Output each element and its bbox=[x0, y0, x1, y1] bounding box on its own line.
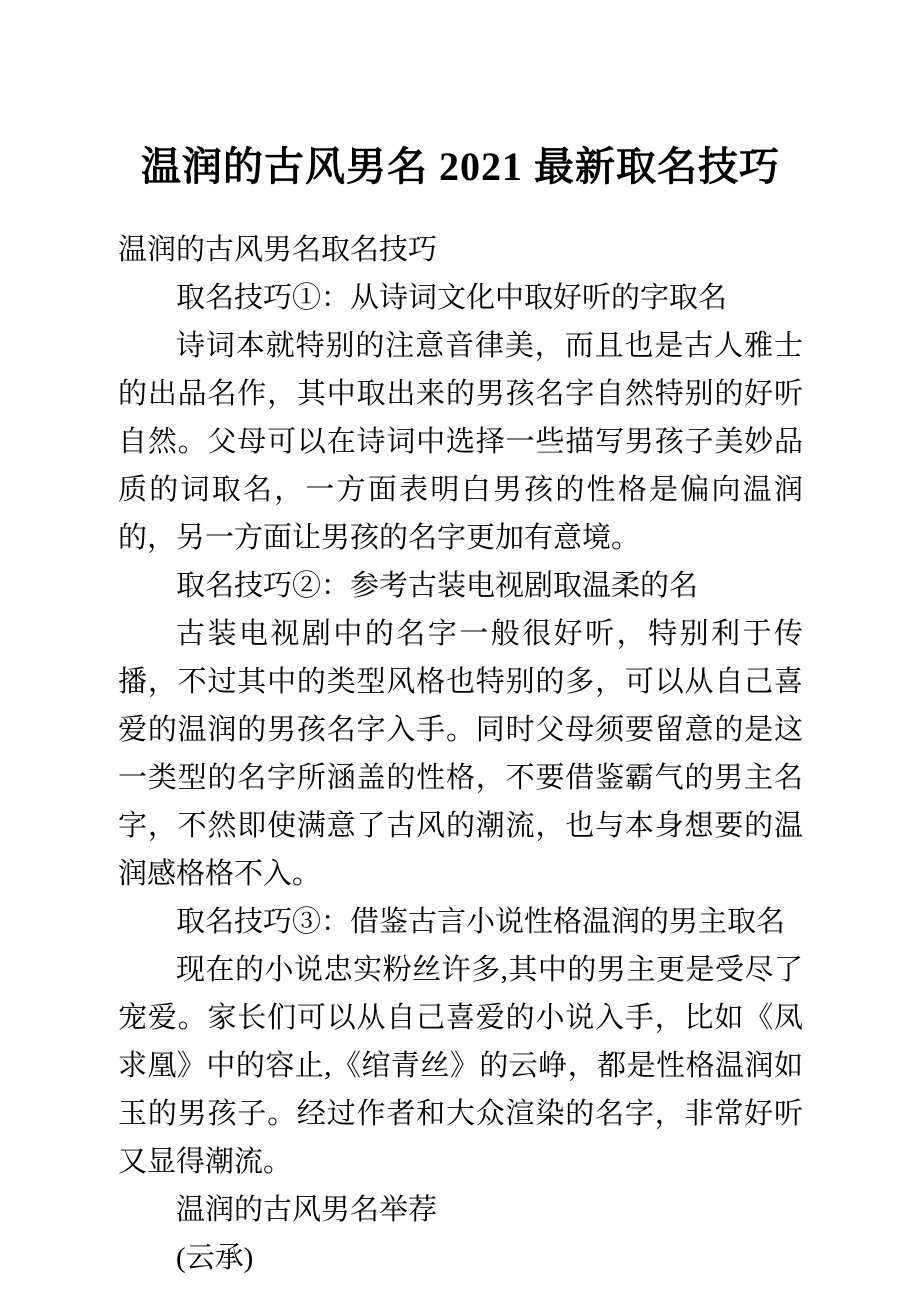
paragraph-tip2-body: 古装电视剧中的名字一般很好听，特别利于传播，不过其中的类型风格也特别的多，可以从自己喜爱的温润的男孩名字入手。同时父母须要留意的是这一类型的名字所涵盖的性格，不要借鉴霸气的男主名字，不然即使满意了古风的潮流，也与本身想要的温润感格格不入。 bbox=[118, 618, 803, 890]
paragraph-tip1-heading: 取名技巧①：从诗词文化中取好听的字取名 bbox=[176, 282, 728, 314]
paragraph-section-heading: 温润的古风男名取名技巧 bbox=[118, 234, 438, 266]
paragraph-tip3-body: 现在的小说忠实粉丝许多,其中的男主更是受尽了宠爱。家长们可以从自己喜爱的小说入手，比如《凤求凰》中的容止,《绾青丝》的云峥，都是性格温润如玉的男孩子。经过作者和大众渲染的名字，非常好听又显得潮流。 bbox=[118, 954, 803, 1178]
paragraph-recommend-heading: 温润的古风男名举荐 bbox=[176, 1194, 438, 1226]
document-body bbox=[118, 226, 803, 1282]
paragraph-tip2-heading: 取名技巧②：参考古装电视剧取温柔的名 bbox=[176, 570, 699, 602]
paragraph-tip3-heading: 取名技巧③：借鉴古言小说性格温润的男主取名 bbox=[176, 906, 786, 938]
document-title: 温润的古风男名 2021 最新取名技巧 bbox=[141, 144, 780, 189]
paragraph-tip1-body: 诗词本就特别的注意音律美，而且也是古人雅士的出品名作，其中取出来的男孩名字自然特别的好听自然。父母可以在诗词中选择一些描写男孩子美妙品质的词取名，一方面表明白男孩的性格是偏向温润的，另一方面让男孩的名字更加有意境。 bbox=[118, 330, 803, 554]
paragraph-name-item: (云承) bbox=[176, 1242, 254, 1274]
